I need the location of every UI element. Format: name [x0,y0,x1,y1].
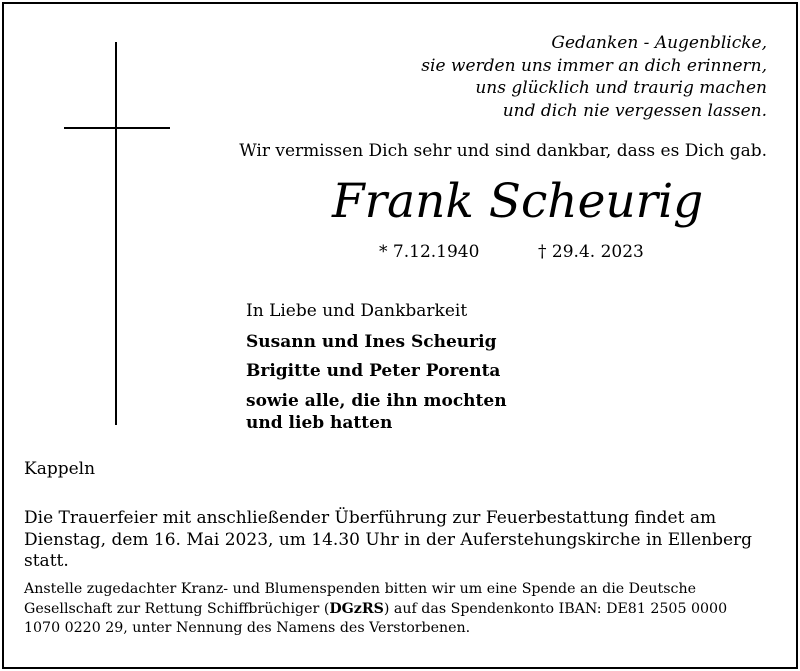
poem-line: uns glücklich und traurig machen [475,78,767,98]
ceremony-line: statt. [24,551,69,571]
birth-date: * 7.12.1940 [379,242,480,262]
death-date: † 29.4. 2023 [538,242,644,262]
cross-icon [115,42,117,425]
poem [421,32,767,122]
poem-line: und dich nie vergessen lassen. [502,100,767,121]
mourner-line [246,390,507,434]
donation-line: 1070 0220 29, unter Nennung des Namens des Verstorbenen. [24,620,471,636]
poem-line: sie werden uns immer an dich erinnern, [421,55,767,76]
poem-line: Gedanken - Augenblicke, [551,33,767,53]
ceremony-line: Die Trauerfeier mit anschließender Überführung zur Feuerbestattung findet am [24,508,717,528]
donation-line: Anstelle zugedachter Kranz- und Blumenspenden bitten wir um eine Spende an die Deutsche [24,581,697,597]
donation-info [24,580,784,639]
donation-text: Gesellschaft zur Rettung Schiffbrüchiger ( [24,600,330,617]
dgzrs-abbr: DGzRS [329,600,384,617]
ceremony-info [24,508,764,573]
deceased-name: Frank Scheurig [332,174,704,229]
donation-line [24,600,784,620]
place: Kappeln [24,459,96,479]
mourner-line: Susann und Ines Scheurig [246,332,497,352]
donation-text: ) auf das Spendenkonto IBAN: DE81 2505 0000 [383,600,728,617]
thanks-line: Wir vermissen Dich sehr und sind dankbar, dass es Dich gab. [239,141,767,161]
mourners-intro: In Liebe und Dankbarkeit [246,301,468,321]
mourner-line-part: und lieb hatten [246,413,393,433]
ceremony-line: Dienstag, dem 16. Mai 2023, um 14.30 Uhr in der Auferstehungskirche in Ellenberg [24,529,753,550]
mourner-line: Brigitte und Peter Porenta [246,361,501,381]
cross-icon-bar [64,127,170,129]
mourner-line-part: sowie alle, die ihn mochten [246,391,507,411]
